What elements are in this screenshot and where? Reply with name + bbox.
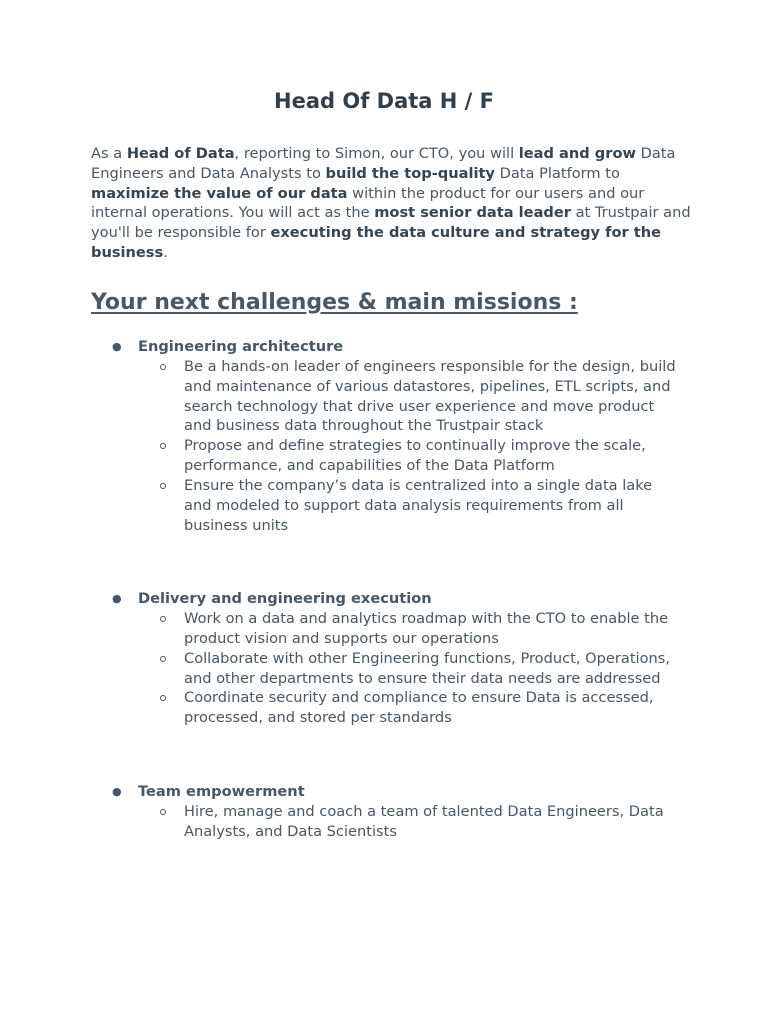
intro-segment: within the product for our users and our internal operations. You will act as the: [91, 184, 645, 222]
circle-bullet-icon: [160, 695, 166, 701]
bullet-icon: ●: [112, 785, 122, 798]
circle-bullet-icon: [160, 656, 166, 662]
intro-segment: Data Platform to: [494, 164, 620, 182]
group-title: Engineering architecture: [138, 338, 344, 355]
circle-bullet-icon: [160, 443, 166, 449]
page-title: Head Of Data H / F: [274, 89, 494, 113]
list-item-text: Ensure the company’s data is centralized into a single data lake and modeled to support data analysis requirements from all business units: [184, 477, 653, 534]
intro-emphasis: Head of Data: [126, 145, 235, 162]
list-item-text: Propose and define strategies to continually improve the scale, performance, and capabilities of the Data Platform: [184, 437, 646, 474]
group-title: Delivery and engineering execution: [138, 590, 432, 607]
circle-bullet-icon: [160, 364, 166, 370]
bullet-icon: ●: [112, 592, 122, 605]
group-heading: [112, 337, 343, 357]
intro-emphasis: build the top-quality: [325, 164, 495, 182]
intro-segment: , reporting to Simon, our CTO, you will: [234, 145, 519, 162]
intro-segment: Data Engineers and Data Analysts to: [91, 145, 676, 182]
list-item: [160, 802, 680, 842]
section-heading: Your next challenges & main missions :: [91, 290, 578, 315]
intro-emphasis: executing the data culture and strategy for the business: [91, 224, 662, 261]
list-item: [160, 357, 680, 436]
group-heading: [112, 782, 305, 802]
intro-emphasis: maximize the value of our data: [91, 184, 348, 202]
list-item-text: Coordinate security and compliance to ensure Data is accessed, processed, and stored per standards: [184, 689, 654, 726]
intro-segment: at Trustpair and you'll be responsible for: [91, 204, 691, 242]
bullet-icon: ●: [112, 340, 122, 353]
intro-emphasis: lead and grow: [518, 145, 636, 162]
circle-bullet-icon: [160, 809, 166, 815]
intro-segment: .: [163, 243, 168, 261]
group-heading: [112, 589, 432, 609]
list-item: [160, 476, 680, 535]
circle-bullet-icon: [160, 616, 166, 622]
list-item-text: Hire, manage and coach a team of talented Data Engineers, Data Analysts, and Data Scientists: [184, 803, 664, 840]
list-item-text: Be a hands-on leader of engineers responsible for the design, build and maintenance of various datastores, pipelines, ETL scripts, and search technology that drive user experience and move product and business data throughout the Trustpair stack: [184, 358, 676, 435]
list-item-text: Collaborate with other Engineering functions, Product, Operations, and other departments to ensure their data needs are addressed: [184, 650, 671, 687]
intro-segment: As a: [91, 145, 127, 162]
list-item: [160, 688, 680, 728]
list-item: [160, 609, 680, 649]
list-item: [160, 436, 680, 476]
intro-paragraph: [91, 144, 691, 263]
list-item-text: Work on a data and analytics roadmap with the CTO to enable the product vision and supports our operations: [184, 610, 669, 647]
intro-emphasis: most senior data leader: [374, 204, 571, 222]
list-item: [160, 649, 680, 689]
group-title: Team empowerment: [138, 783, 305, 800]
circle-bullet-icon: [160, 483, 166, 489]
